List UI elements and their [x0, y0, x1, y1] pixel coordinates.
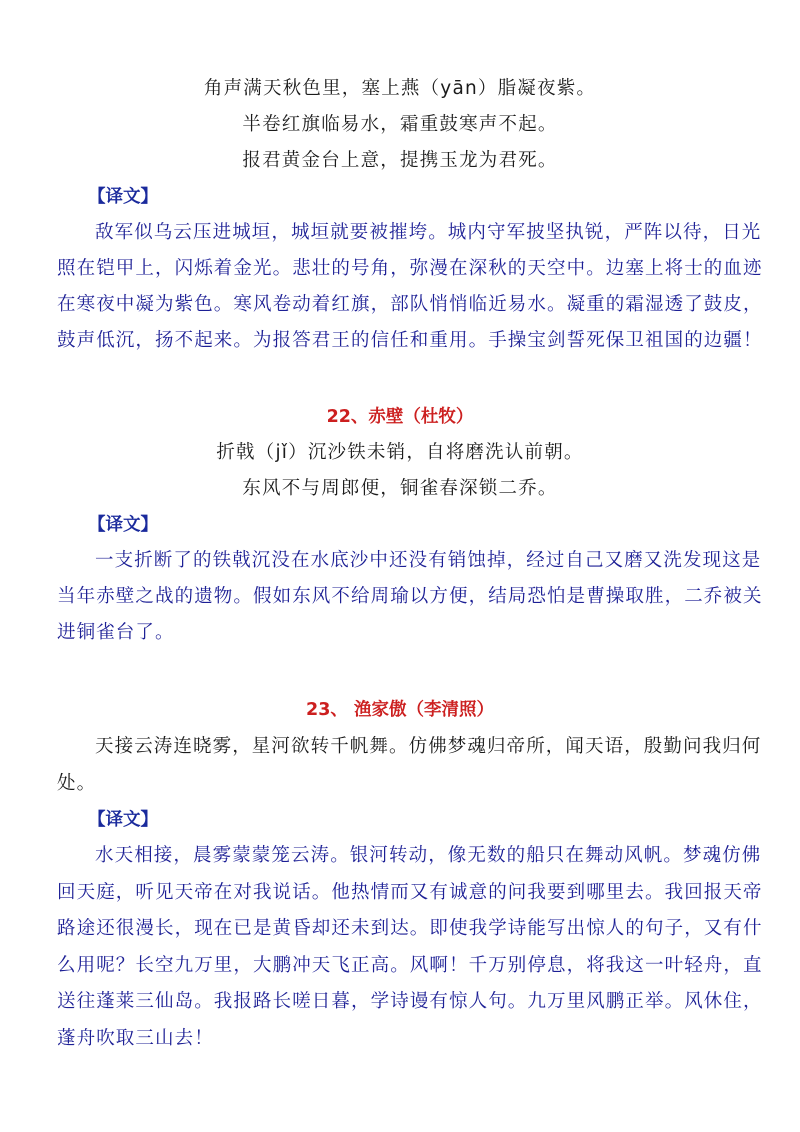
translation-line: 回天庭，听见天帝在对我说话。他热情而又有诚意的问我要到哪里去。我回报天帝 [57, 882, 763, 903]
translation-line: 蓬舟吹取三山去！ [57, 1028, 214, 1049]
translation-line: 送往蓬莱三仙岛。我报路长嗟日暮，学诗谩有惊人句。九万里风鹏正举。风休住， [57, 991, 763, 1012]
section-title: 23、 渔家傲（李清照） [306, 700, 494, 720]
translation-line: 么用呢？长空九万里，大鹏冲天飞正高。风啊！千万别停息，将我这一叶轻舟，直 [57, 955, 763, 976]
translation-label: 【译文】 [88, 515, 158, 535]
poem-line: 天接云涛连晓雾，星河欲转千帆舞。仿佛梦魂归帝所，闻天语，殷勤问我归何 [95, 736, 762, 757]
poem-line: 东风不与周郎便，铜雀春深锁二乔。 [242, 478, 558, 499]
poem-line: 折戟（jǐ）沉沙铁未销，自将磨洗认前朝。 [216, 442, 584, 463]
translation-label: 【译文】 [88, 810, 158, 830]
translation-line: 敌军似乌云压进城垣，城垣就要被摧垮。城内守军披坚执锐，严阵以待，日光 [95, 222, 762, 243]
translation-line: 鼓声低沉，扬不起来。为报答君王的信任和重用。手操宝剑誓死保卫祖国的边疆！ [57, 330, 763, 351]
poem-line: 报君黄金台上意，提携玉龙为君死。 [242, 150, 558, 171]
translation-line: 照在铠甲上，闪烁着金光。悲壮的号角，弥漫在深秋的天空中。边塞上将士的血迹 [57, 258, 763, 279]
poem-line: 处。 [57, 773, 97, 794]
section-title: 22、赤壁（杜牧） [326, 407, 474, 427]
translation-line: 在寒夜中凝为紫色。寒风卷动着红旗，部队悄悄临近易水。凝重的霜湿透了鼓皮， [57, 294, 763, 315]
translation-label: 【译文】 [88, 187, 158, 207]
poem-line: 半卷红旗临易水，霜重鼓寒声不起。 [242, 114, 558, 135]
translation-line: 路途还很漫长，现在已是黄昏却还未到达。即使我学诗能写出惊人的句子，又有什 [57, 918, 763, 939]
translation-line: 进铜雀台了。 [57, 622, 175, 643]
translation-line: 当年赤壁之战的遗物。假如东风不给周瑜以方便，结局恐怕是曹操取胜，二乔被关 [57, 586, 763, 607]
poem-line: 角声满天秋色里，塞上燕（yān）脂凝夜紫。 [203, 78, 597, 99]
translation-line: 一支折断了的铁戟沉没在水底沙中还没有销蚀掉，经过自己又磨又洗发现这是 [95, 550, 762, 571]
translation-line: 水天相接，晨雾蒙蒙笼云涛。银河转动，像无数的船只在舞动风帆。梦魂仿佛 [95, 845, 762, 866]
